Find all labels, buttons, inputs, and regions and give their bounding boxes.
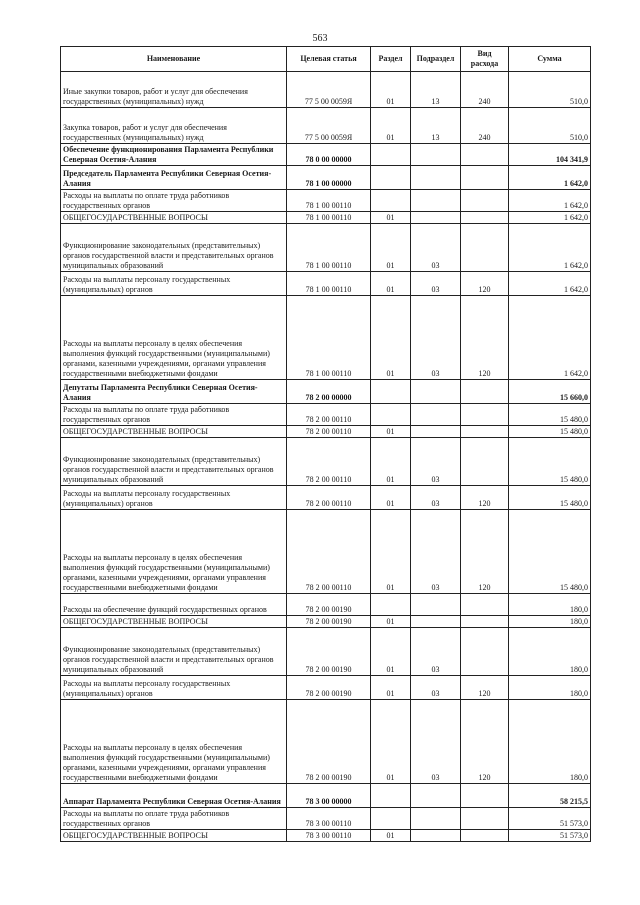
- cell-subsection: 03: [411, 486, 461, 510]
- cell-subsection: [411, 808, 461, 830]
- cell-section: [371, 166, 411, 190]
- cell-target-article: 78 3 00 00110: [287, 808, 371, 830]
- cell-expense-type: [461, 404, 509, 426]
- cell-expense-type: 120: [461, 676, 509, 700]
- cell-section: 01: [371, 438, 411, 486]
- table-row: [61, 166, 591, 190]
- cell-sum: 510,0: [509, 108, 591, 144]
- cell-sum: 1 642,0: [509, 190, 591, 212]
- cell-expense-type: 120: [461, 700, 509, 784]
- cell-expense-type: [461, 616, 509, 628]
- budget-table: [60, 46, 591, 842]
- cell-sum: 180,0: [509, 628, 591, 676]
- cell-subsection: 03: [411, 510, 461, 594]
- table-row: [61, 224, 591, 272]
- cell-sum: 180,0: [509, 594, 591, 616]
- cell-subsection: [411, 404, 461, 426]
- cell-section: 01: [371, 616, 411, 628]
- header-section: Раздел: [371, 47, 411, 72]
- cell-expense-type: 120: [461, 296, 509, 380]
- cell-name: ОБЩЕГОСУДАРСТВЕННЫЕ ВОПРОСЫ: [61, 212, 287, 224]
- cell-expense-type: [461, 426, 509, 438]
- cell-section: [371, 594, 411, 616]
- cell-section: 01: [371, 676, 411, 700]
- cell-target-article: 78 2 00 00110: [287, 438, 371, 486]
- cell-target-article: 78 1 00 00110: [287, 224, 371, 272]
- cell-target-article: 78 2 00 00190: [287, 616, 371, 628]
- table-row: [61, 108, 591, 144]
- cell-subsection: 03: [411, 628, 461, 676]
- cell-name: Закупка товаров, работ и услуг для обеспечения государственных (муниципальных) нужд: [61, 108, 287, 144]
- header-subsection: Подраздел: [411, 47, 461, 72]
- header-expense-type: Вид расхода: [461, 47, 509, 72]
- cell-target-article: 78 2 00 00190: [287, 594, 371, 616]
- cell-sum: 15 480,0: [509, 510, 591, 594]
- cell-target-article: 78 2 00 00110: [287, 426, 371, 438]
- cell-sum: 15 480,0: [509, 438, 591, 486]
- cell-expense-type: [461, 784, 509, 808]
- table-row: [61, 212, 591, 224]
- cell-expense-type: [461, 628, 509, 676]
- cell-expense-type: 240: [461, 72, 509, 108]
- cell-section: 01: [371, 212, 411, 224]
- cell-sum: 180,0: [509, 616, 591, 628]
- cell-subsection: 03: [411, 272, 461, 296]
- table-body: [61, 72, 591, 842]
- cell-name: Расходы на выплаты по оплате труда работников государственных органов: [61, 808, 287, 830]
- cell-name: ОБЩЕГОСУДАРСТВЕННЫЕ ВОПРОСЫ: [61, 830, 287, 842]
- cell-section: 01: [371, 108, 411, 144]
- cell-sum: 1 642,0: [509, 224, 591, 272]
- cell-section: [371, 380, 411, 404]
- cell-section: 01: [371, 830, 411, 842]
- cell-target-article: 78 2 00 00110: [287, 404, 371, 426]
- cell-expense-type: 240: [461, 108, 509, 144]
- cell-name: Председатель Парламента Республики Северная Осетия-Алания: [61, 166, 287, 190]
- cell-subsection: [411, 616, 461, 628]
- cell-sum: 180,0: [509, 700, 591, 784]
- cell-target-article: 78 2 00 00110: [287, 486, 371, 510]
- cell-expense-type: 120: [461, 510, 509, 594]
- cell-expense-type: [461, 438, 509, 486]
- cell-sum: 15 480,0: [509, 486, 591, 510]
- cell-expense-type: [461, 190, 509, 212]
- table-row: [61, 594, 591, 616]
- cell-sum: 58 215,5: [509, 784, 591, 808]
- cell-target-article: 78 1 00 00110: [287, 296, 371, 380]
- cell-sum: 51 573,0: [509, 808, 591, 830]
- cell-section: 01: [371, 224, 411, 272]
- table-row: [61, 296, 591, 380]
- cell-expense-type: [461, 380, 509, 404]
- cell-name: Расходы на выплаты персоналу государственных (муниципальных) органов: [61, 486, 287, 510]
- table-row: [61, 380, 591, 404]
- cell-name: Функционирование законодательных (представительных) органов государственной власти и представительных органов муниципальных образований: [61, 224, 287, 272]
- cell-target-article: 77 5 00 0059Я: [287, 108, 371, 144]
- cell-target-article: 78 1 00 00110: [287, 272, 371, 296]
- cell-section: 01: [371, 510, 411, 594]
- cell-subsection: 03: [411, 676, 461, 700]
- cell-section: 01: [371, 272, 411, 296]
- cell-target-article: 78 3 00 00110: [287, 830, 371, 842]
- table-row: [61, 616, 591, 628]
- table-row: [61, 404, 591, 426]
- cell-subsection: [411, 380, 461, 404]
- cell-target-article: 78 1 00 00000: [287, 166, 371, 190]
- cell-expense-type: [461, 808, 509, 830]
- cell-subsection: 03: [411, 224, 461, 272]
- cell-subsection: [411, 190, 461, 212]
- cell-expense-type: [461, 830, 509, 842]
- cell-expense-type: 120: [461, 272, 509, 296]
- cell-name: Расходы на выплаты персоналу в целях обеспечения выполнения функций государственными (муниципальными) органами, казенными учреждениями, органами управления государственными внебюджетными фондами: [61, 510, 287, 594]
- page-number: 563: [312, 33, 328, 44]
- cell-target-article: 78 2 00 00110: [287, 510, 371, 594]
- cell-name: Расходы на выплаты по оплате труда работников государственных органов: [61, 404, 287, 426]
- cell-name: Расходы на выплаты персоналу в целях обеспечения выполнения функций государственными (муниципальными) органами, казенными учреждениями, органами управления государственными внебюджетными фондами: [61, 296, 287, 380]
- table-row: [61, 190, 591, 212]
- cell-section: 01: [371, 296, 411, 380]
- cell-section: [371, 784, 411, 808]
- cell-expense-type: [461, 166, 509, 190]
- cell-sum: 1 642,0: [509, 296, 591, 380]
- cell-section: 01: [371, 486, 411, 510]
- cell-name: Иные закупки товаров, работ и услуг для обеспечения государственных (муниципальных) нужд: [61, 72, 287, 108]
- cell-target-article: 78 1 00 00110: [287, 190, 371, 212]
- cell-name: Депутаты Парламента Республики Северная Осетия-Алания: [61, 380, 287, 404]
- cell-sum: 15 480,0: [509, 426, 591, 438]
- cell-expense-type: [461, 212, 509, 224]
- table-row: [61, 486, 591, 510]
- cell-subsection: 03: [411, 296, 461, 380]
- table-row: [61, 830, 591, 842]
- cell-name: Расходы на выплаты персоналу в целях обеспечения выполнения функций государственными (муниципальными) органами, казенными учреждениями, органами управления государственными внебюджетными фондами: [61, 700, 287, 784]
- cell-subsection: [411, 426, 461, 438]
- cell-section: [371, 190, 411, 212]
- cell-sum: 510,0: [509, 72, 591, 108]
- cell-target-article: 78 0 00 00000: [287, 144, 371, 166]
- cell-subsection: [411, 784, 461, 808]
- cell-name: Расходы на выплаты по оплате труда работников государственных органов: [61, 190, 287, 212]
- cell-name: Аппарат Парламента Республики Северная Осетия-Алания: [61, 784, 287, 808]
- cell-sum: 15 660,0: [509, 380, 591, 404]
- cell-expense-type: [461, 224, 509, 272]
- cell-section: [371, 808, 411, 830]
- cell-expense-type: [461, 144, 509, 166]
- cell-sum: 1 642,0: [509, 166, 591, 190]
- table-row: [61, 438, 591, 486]
- cell-subsection: 03: [411, 700, 461, 784]
- header-sum: Сумма: [509, 47, 591, 72]
- cell-name: Расходы на выплаты персоналу государственных (муниципальных) органов: [61, 272, 287, 296]
- header-target-article: Целевая статья: [287, 47, 371, 72]
- cell-subsection: [411, 166, 461, 190]
- table-row: [61, 808, 591, 830]
- cell-expense-type: 120: [461, 486, 509, 510]
- cell-name: ОБЩЕГОСУДАРСТВЕННЫЕ ВОПРОСЫ: [61, 616, 287, 628]
- cell-target-article: 78 2 00 00190: [287, 628, 371, 676]
- cell-subsection: [411, 830, 461, 842]
- header-name: Наименование: [61, 47, 287, 72]
- cell-sum: 104 341,9: [509, 144, 591, 166]
- cell-name: Расходы на выплаты персоналу государственных (муниципальных) органов: [61, 676, 287, 700]
- cell-subsection: [411, 594, 461, 616]
- cell-section: 01: [371, 628, 411, 676]
- cell-name: Функционирование законодательных (представительных) органов государственной власти и представительных органов муниципальных образований: [61, 628, 287, 676]
- table-header-row: [61, 47, 591, 72]
- cell-name: Обеспечение функционирования Парламента Республики Северная Осетия-Алания: [61, 144, 287, 166]
- cell-sum: 180,0: [509, 676, 591, 700]
- cell-expense-type: [461, 594, 509, 616]
- cell-name: Расходы на обеспечение функций государственных органов: [61, 594, 287, 616]
- cell-target-article: 78 3 00 00000: [287, 784, 371, 808]
- table-row: [61, 272, 591, 296]
- cell-target-article: 78 1 00 00110: [287, 212, 371, 224]
- cell-target-article: 78 2 00 00190: [287, 700, 371, 784]
- cell-section: [371, 404, 411, 426]
- cell-sum: 1 642,0: [509, 272, 591, 296]
- cell-section: 01: [371, 426, 411, 438]
- cell-section: 01: [371, 700, 411, 784]
- cell-subsection: 03: [411, 438, 461, 486]
- table-row: [61, 426, 591, 438]
- table-row: [61, 628, 591, 676]
- cell-section: 01: [371, 72, 411, 108]
- cell-target-article: 78 2 00 00000: [287, 380, 371, 404]
- cell-sum: 15 480,0: [509, 404, 591, 426]
- cell-target-article: 78 2 00 00190: [287, 676, 371, 700]
- table-row: [61, 72, 591, 108]
- cell-sum: 51 573,0: [509, 830, 591, 842]
- cell-name: ОБЩЕГОСУДАРСТВЕННЫЕ ВОПРОСЫ: [61, 426, 287, 438]
- table-row: [61, 144, 591, 166]
- table-row: [61, 510, 591, 594]
- table-row: [61, 784, 591, 808]
- table-row: [61, 676, 591, 700]
- table-row: [61, 700, 591, 784]
- cell-subsection: 13: [411, 108, 461, 144]
- cell-subsection: 13: [411, 72, 461, 108]
- cell-sum: 1 642,0: [509, 212, 591, 224]
- cell-name: Функционирование законодательных (представительных) органов государственной власти и представительных органов муниципальных образований: [61, 438, 287, 486]
- cell-target-article: 77 5 00 0059Я: [287, 72, 371, 108]
- cell-subsection: [411, 212, 461, 224]
- cell-section: [371, 144, 411, 166]
- cell-subsection: [411, 144, 461, 166]
